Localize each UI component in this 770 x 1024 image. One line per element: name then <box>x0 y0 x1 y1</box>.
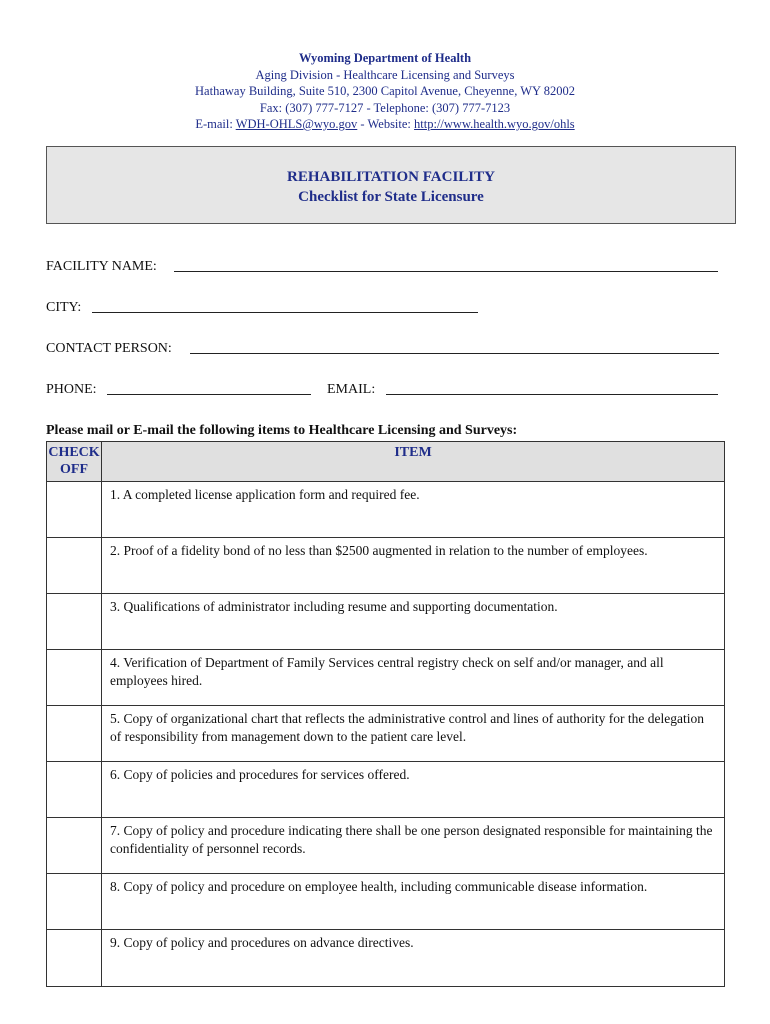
department-name: Wyoming Department of Health <box>298 51 472 65</box>
phone-label: PHONE: <box>46 382 97 397</box>
table-row <box>47 874 725 930</box>
item-text: 3. Qualifications of administrator including resume and supporting documentation. <box>102 594 725 650</box>
item-text: 5. Copy of organizational chart that reflects the administrative control and lines of authority for the delegation of responsibility from management down to the patient care level. <box>102 706 725 762</box>
contact-line <box>0 116 770 133</box>
check-off-cell[interactable] <box>47 594 102 650</box>
table-header-row <box>47 442 725 482</box>
check-off-cell[interactable] <box>47 874 102 930</box>
instructions: Please mail or E-mail the following items to Healthcare Licensing and Surveys: <box>46 423 518 438</box>
website-link[interactable]: http://www.health.wyo.gov/ohls <box>414 117 575 131</box>
email-field[interactable] <box>386 394 718 395</box>
item-header: ITEM <box>102 442 725 482</box>
document-title: REHABILITATION FACILITY <box>287 169 495 185</box>
website-prefix: - Website: <box>357 117 415 131</box>
check-off-cell[interactable] <box>47 818 102 874</box>
item-text: 2. Proof of a fidelity bond of no less than $2500 augmented in relation to the number of employees. <box>102 538 725 594</box>
email-prefix: E-mail: <box>195 117 236 131</box>
table-row <box>47 650 725 706</box>
division-name: Aging Division - Healthcare Licensing and Surveys <box>255 67 515 82</box>
item-text: 8. Copy of policy and procedure on employee health, including communicable disease information. <box>102 874 725 930</box>
table-row <box>47 706 725 762</box>
contact-person-field[interactable] <box>190 353 719 354</box>
table-row <box>47 482 725 538</box>
check-off-cell[interactable] <box>47 706 102 762</box>
phone-field[interactable] <box>107 394 311 395</box>
item-text: 4. Verification of Department of Family Services central registry check on self and/or manager, and all employees hired. <box>102 650 725 706</box>
table-row <box>47 818 725 874</box>
city-field[interactable] <box>92 312 478 313</box>
title-box <box>46 146 736 224</box>
check-off-cell[interactable] <box>47 650 102 706</box>
document-subtitle: Checklist for State Licensure <box>298 189 484 205</box>
table-row <box>47 762 725 818</box>
check-off-cell[interactable] <box>47 930 102 987</box>
facility-name-label: FACILITY NAME: <box>46 259 157 274</box>
city-label: CITY: <box>46 300 82 315</box>
item-text: 1. A completed license application form and required fee. <box>102 482 725 538</box>
item-text: 6. Copy of policies and procedures for services offered. <box>102 762 725 818</box>
table-row <box>47 538 725 594</box>
letterhead <box>0 50 770 133</box>
phone-numbers: Fax: (307) 777-7127 - Telephone: (307) 777-7123 <box>259 100 511 115</box>
item-text: 9. Copy of policy and procedures on advance directives. <box>102 930 725 987</box>
check-off-cell[interactable] <box>47 762 102 818</box>
facility-name-field[interactable] <box>174 271 718 272</box>
address: Hathaway Building, Suite 510, 2300 Capitol Avenue, Cheyenne, WY 82002 <box>195 84 575 98</box>
table-row <box>47 594 725 650</box>
contact-person-label: CONTACT PERSON: <box>46 341 172 356</box>
check-off-header: CHECK OFF <box>47 442 102 482</box>
email-link[interactable]: WDH-OHLS@wyo.gov <box>235 117 358 131</box>
check-off-cell[interactable] <box>47 538 102 594</box>
table-row <box>47 930 725 987</box>
check-off-cell[interactable] <box>47 482 102 538</box>
item-text: 7. Copy of policy and procedure indicating there shall be one person designated responsible for maintaining the confidentiality of personnel records. <box>102 818 725 874</box>
checklist-table <box>46 441 725 987</box>
email-label: EMAIL: <box>327 382 376 397</box>
